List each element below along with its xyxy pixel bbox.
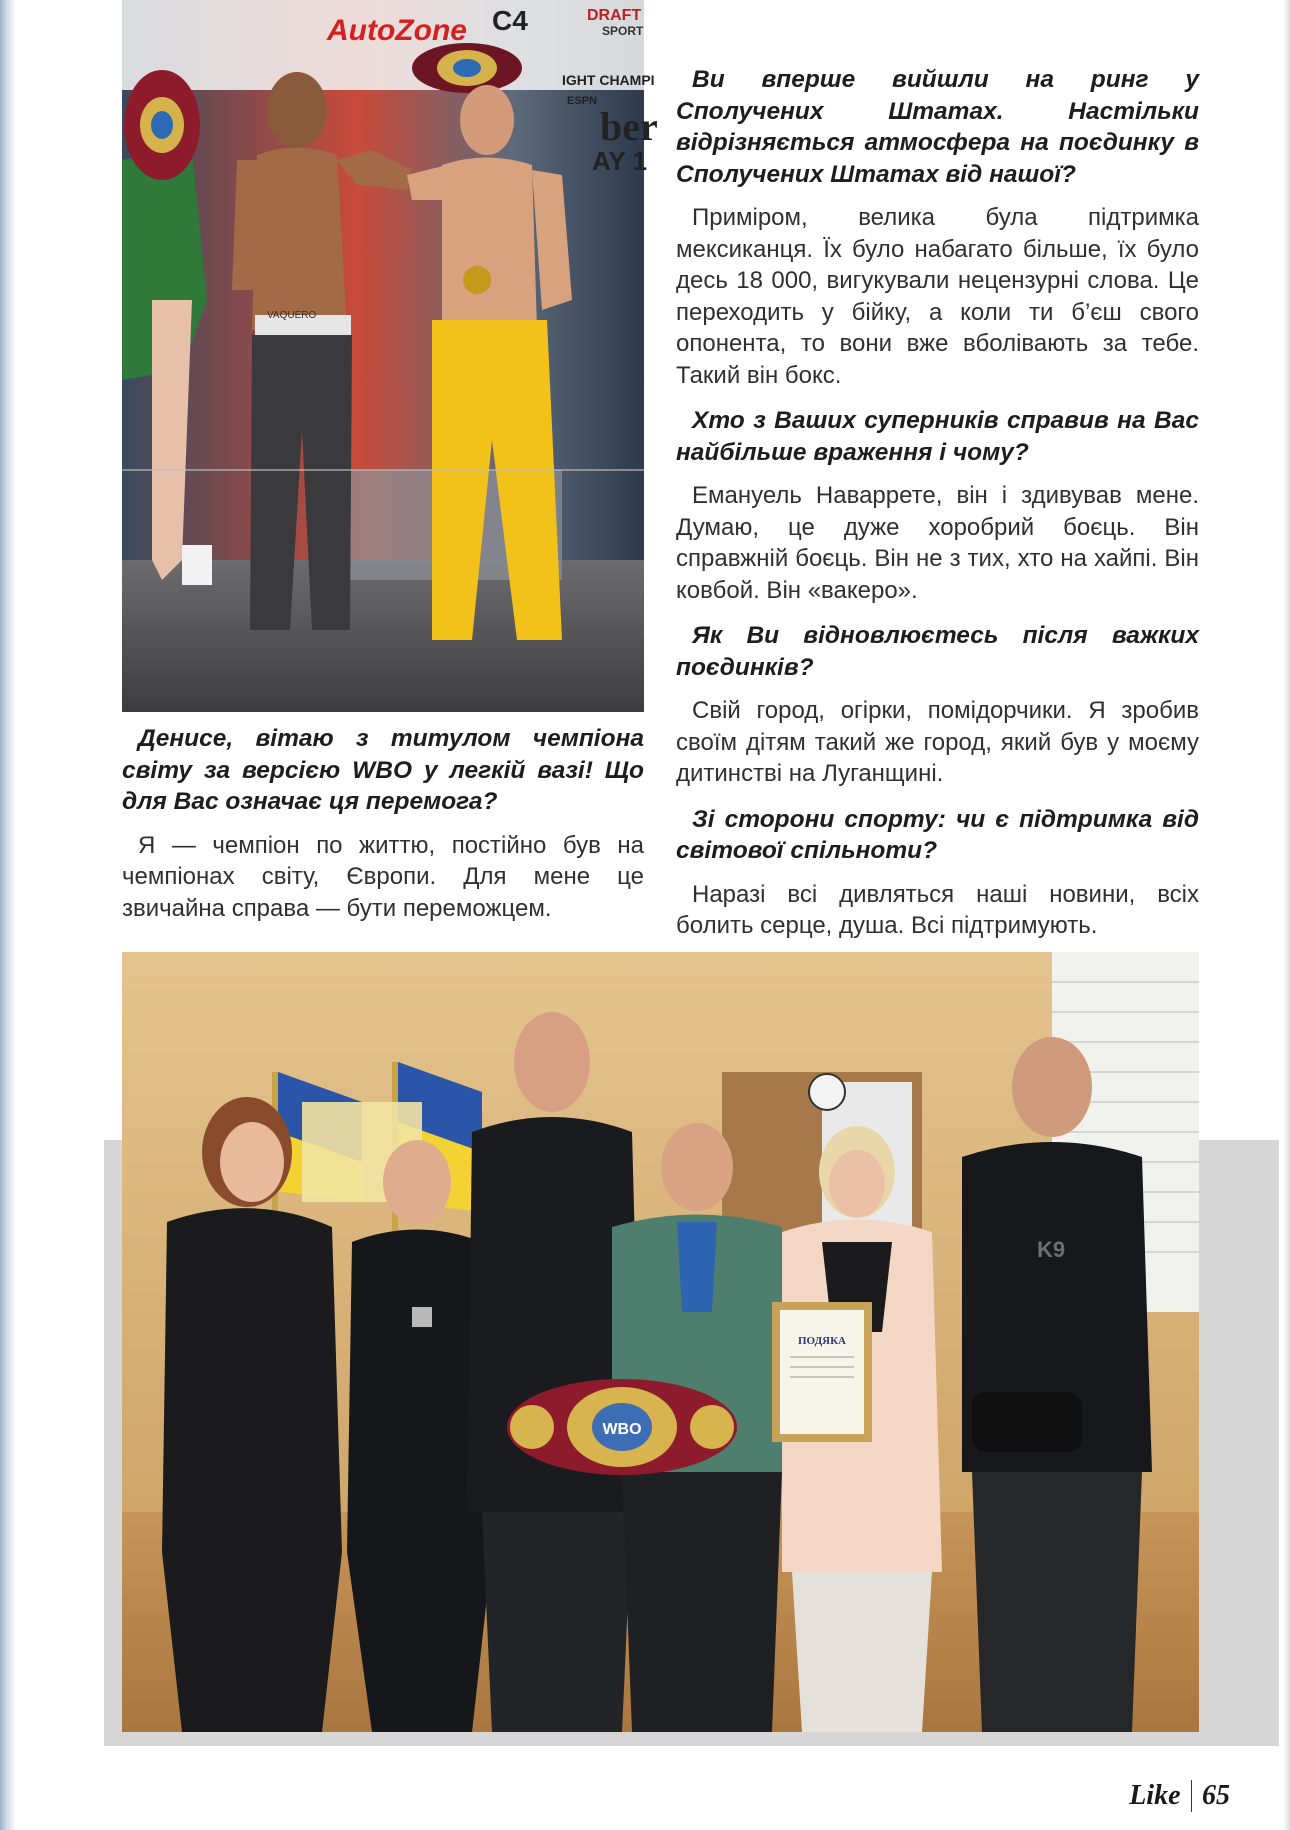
magazine-brand: Like [1129,1780,1181,1811]
question-5: Зі сторони спорту: чи є підтримка від світової спільноти? [676,805,1199,864]
group-photo [122,952,1199,1732]
answer-3: Емануель Наваррете, він і здивував мене. Думаю, це дуже хоробрий боєць. Він справжній боєць. Він не з тих, хто на хайпі. Він ковбой. Він «вакеро». [676,482,1199,604]
page-left-edge [0,0,14,1830]
question-2: Ви вперше вийшли на ринг у Сполучених Штатах. Настільки відрізняється атмосфера на поєдинку в Сполучених Штатах від нашої? [676,66,1199,188]
banner-text-3: AY 1 [592,146,647,176]
page-right-edge [1283,0,1290,1830]
certificate [772,1302,872,1442]
question-4: Як Ви відновлюєтесь після важких поєдинків? [676,622,1199,681]
answer-4: Свій город, огірки, помідорчики. Я зробив своїм дітям такий же город, який був у моєму дитинстві на Луганщині. [676,697,1199,787]
belt-right [412,43,522,93]
question-3: Хто з Ваших суперників справив на Вас найбільше враження і чому? [676,407,1199,466]
banner-text-1: IGHT CHAMPI [562,72,655,88]
sponsor-draft: DRAFT [587,7,642,24]
trunks-text: VAQUERO [267,310,317,321]
banner-text-4: ESPN [567,95,597,107]
page-number: 65 [1202,1780,1230,1811]
shirt-text: K9 [1037,1237,1066,1262]
wbo-belt [507,1379,737,1475]
answer-1: Я — чемпіон по життю, постійно був на чемпіонах світу, Європи. Для мене це звичайна справа — бути переможцем. [122,831,644,922]
weigh-in-photo [122,0,658,712]
page-footer [1129,1778,1230,1814]
article-column-right [676,64,1199,956]
answer-5: Наразі всі дивляться наші новини, всіх болить серце, душа. Всі підтримують. [676,880,1199,939]
banner-text-2: ber [600,104,658,149]
sponsor-sport: SPORT [602,24,644,38]
sponsor-c4: C4 [492,5,528,36]
article-column-left [122,723,644,938]
belt-text: WBO [602,1421,642,1438]
certificate-title: ПОДЯКА [798,1335,846,1347]
sponsor-autozone: AutoZone [327,14,467,47]
belt-left [124,70,200,180]
question-1: Денисе, вітаю з титулом чемпіона світу за версією WBO у легкій вазі! Що для Вас означає ця перемога? [122,725,644,815]
answer-2: Приміром, велика була підтримка мексиканця. Їх було набагато більше, їх було десь 18 000, вигукували нецензурні слова. Це переходить у бійку, а коли ти б’єш свого опонента, то вони вже вболівають за тебе. Такий він бокс. [676,204,1199,389]
